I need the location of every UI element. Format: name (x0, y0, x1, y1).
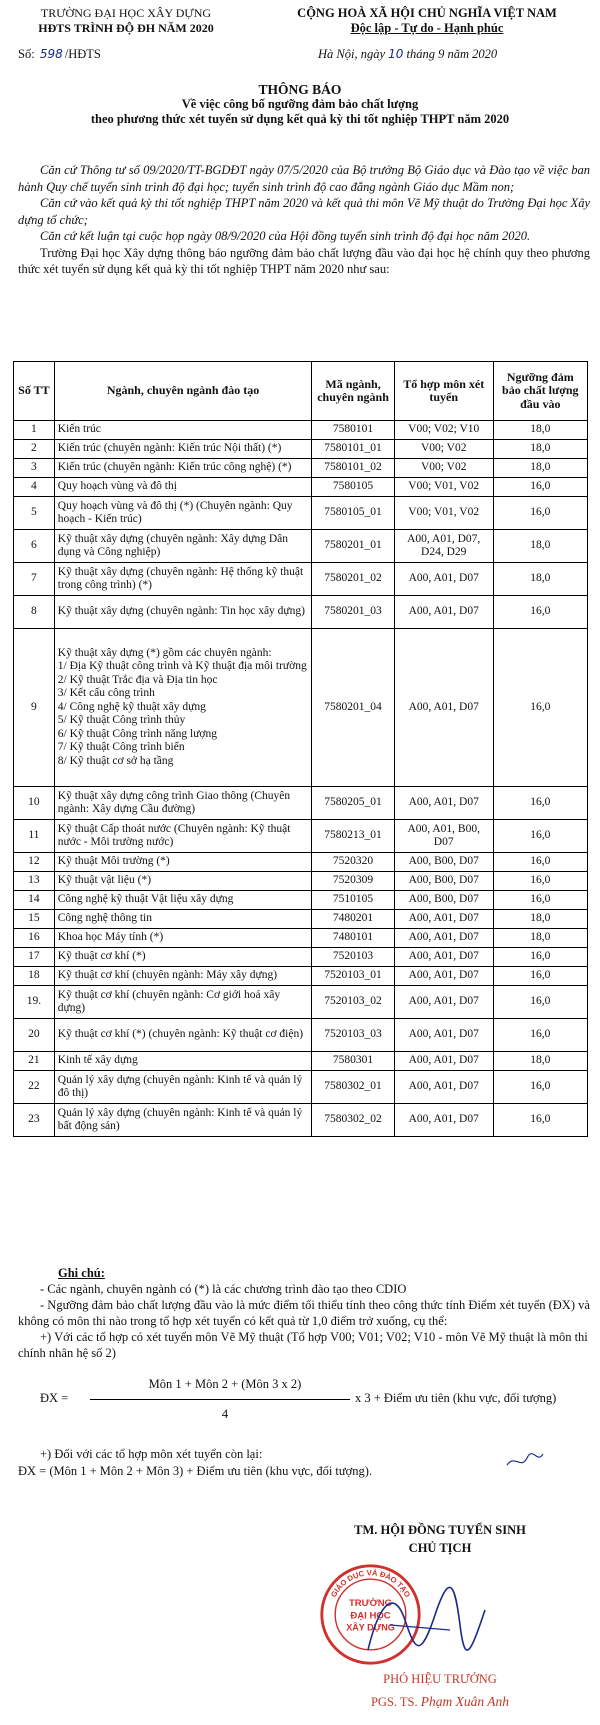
note-other-groups: +) Đối với các tổ hợp môn xét tuyển còn lại: (40, 1447, 263, 1461)
cell-threshold: 16,0 (493, 820, 587, 853)
fraction-bar (90, 1399, 350, 1400)
cell-stt: 7 (14, 563, 55, 596)
cell-code: 7580101_02 (312, 459, 395, 478)
table-row (14, 1019, 588, 1052)
cell-major: Kiến trúc (chuyên ngành: Kiến trúc công nghệ) (*) (54, 459, 311, 478)
doc-number-suffix: /HĐTS (64, 47, 101, 61)
cell-stt: 11 (14, 820, 55, 853)
cell-stt: 5 (14, 497, 55, 530)
document-title-block (0, 82, 600, 127)
cell-subject-group: A00, A01, D07 (394, 787, 493, 820)
date-suffix: tháng 9 năm 2020 (406, 47, 498, 61)
cell-threshold: 16,0 (493, 1071, 587, 1104)
svg-text:ĐẠI HỌC: ĐẠI HỌC (350, 1610, 391, 1622)
cell-subject-group: A00, A01, D07 (394, 1052, 493, 1071)
cell-major: Công nghệ kỹ thuật Vật liệu xây dựng (54, 891, 311, 910)
preamble-paragraph: Căn cứ kết luận tại cuộc họp ngày 08/9/2020 của Hội đồng tuyển sinh trình độ đại học năm 2020. (40, 229, 531, 243)
cell-threshold: 16,0 (493, 967, 587, 986)
preamble-paragraph: Căn cứ vào kết quả kỳ thi tốt nghiệp THPT năm 2020 và kết quả thi môn Vẽ Mỹ thuật do Trường Đại học Xây dựng tổ chức; (18, 196, 590, 227)
cell-threshold: 16,0 (493, 1019, 587, 1052)
handwritten-signature (360, 1580, 490, 1665)
national-header (262, 6, 592, 36)
table-row (14, 967, 588, 986)
initials-mark (505, 1450, 545, 1472)
cell-code: 7580105 (312, 478, 395, 497)
table-row (14, 910, 588, 929)
cell-major: Quản lý xây dựng (chuyên ngành: Kinh tế và quản lý đô thị) (54, 1071, 311, 1104)
cell-subject-group: A00, A01, D07 (394, 929, 493, 948)
cell-major: Kinh tế xây dựng (54, 1052, 311, 1071)
cell-code: 7580201_02 (312, 563, 395, 596)
table-row (14, 459, 588, 478)
cell-code: 7520103 (312, 948, 395, 967)
table-header-row (14, 362, 588, 421)
announcement-paragraph: Trường Đại học Xây dựng thông báo ngưỡng đảm bảo chất lượng đầu vào đại học hệ chính quy theo phương thức xét tuyển sử dụng kết quả kỳ thi tốt nghiệp THPT năm 2020 như sau: (18, 245, 590, 276)
table-row (14, 1071, 588, 1104)
note-threshold-definition: - Ngưỡng đảm bảo chất lượng đầu vào là mức điểm tối thiểu tính theo công thức tính Điểm xét tuyển (ĐX) và không có môn thi nào trong tổ hợp xét tuyển có kết quả từ 1,0 điểm trở xuống, cụ thể: (18, 1298, 590, 1328)
cell-threshold: 16,0 (493, 986, 587, 1019)
cell-threshold: 16,0 (493, 497, 587, 530)
cell-threshold: 18,0 (493, 440, 587, 459)
svg-text:TRƯỜNG: TRƯỜNG (348, 1597, 393, 1609)
cell-code: 7580201_04 (312, 629, 395, 787)
preamble-paragraph: Căn cứ Thông tư số 09/2020/TT-BGDĐT ngày 07/5/2020 của Bộ trưởng Bộ Giáo dục và Đào tạo về việc ban hành Quy chế tuyển sinh trình độ đại học; tuyển sinh trình độ cao đẳng ngành Giáo dục Mầm non; (18, 163, 590, 194)
cell-major: Quy hoạch vùng và đô thị (54, 478, 311, 497)
signer-degree: PGS. TS. (370, 1695, 418, 1709)
cell-subject-group: A00, A01, D07 (394, 1071, 493, 1104)
cell-stt: 21 (14, 1052, 55, 1071)
header-major: Ngành, chuyên ngành đào tạo (54, 362, 311, 421)
cell-major: Công nghệ thông tin (54, 910, 311, 929)
cell-subject-group: A00, A01, D07 (394, 1019, 493, 1052)
cell-code: 7580105_01 (312, 497, 395, 530)
cell-major: Kỹ thuật xây dựng (chuyên ngành: Tin học xây dựng) (54, 596, 311, 629)
cell-threshold: 18,0 (493, 563, 587, 596)
cell-stt: 6 (14, 530, 55, 563)
cell-subject-group: V00; V02 (394, 459, 493, 478)
country-motto: Độc lập - Tự do - Hạnh phúc (350, 21, 504, 35)
header-subject-group: Tổ hợp môn xét tuyển (394, 362, 493, 421)
cell-threshold: 18,0 (493, 1052, 587, 1071)
cell-stt: 12 (14, 853, 55, 872)
cell-major: Kỹ thuật xây dựng (chuyên ngành: Hệ thống kỹ thuật trong công trình) (*) (54, 563, 311, 596)
cell-threshold: 16,0 (493, 1104, 587, 1137)
cell-threshold: 16,0 (493, 596, 587, 629)
cell-major: Quản lý xây dựng (chuyên ngành: Kinh tế và quản lý bất động sản) (54, 1104, 311, 1137)
cell-stt: 13 (14, 872, 55, 891)
cell-subject-group: A00, A01, D07 (394, 967, 493, 986)
cell-code: 7480201 (312, 910, 395, 929)
signer-role: CHỦ TỊCH (408, 1541, 472, 1555)
cell-major: Kỹ thuật cơ khí (chuyên ngành: Cơ giới hoá xây dựng) (54, 986, 311, 1019)
table-row (14, 1052, 588, 1071)
cell-code: 7580205_01 (312, 787, 395, 820)
cell-subject-group: V00; V02 (394, 440, 493, 459)
cell-major: Kiến trúc (chuyên ngành: Kiến trúc Nội thất) (*) (54, 440, 311, 459)
cell-major: Quy hoạch vùng và đô thị (*) (Chuyên ngành: Quy hoạch - Kiến trúc) (54, 497, 311, 530)
cell-major: Kỹ thuật cơ khí (chuyên ngành: Máy xây dựng) (54, 967, 311, 986)
cell-major: Kỹ thuật xây dựng (*) gồm các chuyên ngành: 1/ Địa Kỹ thuật công trình và Kỹ thuật địa môi trường 2/ Kỹ thuật Trắc địa và Địa tin học 3/ Kết cấu công trình 4/ Công nghệ kỹ thuật xây dựng 5/ Kỹ thuật Công trình thủy 6/ Kỹ thuật Công trình năng lượng 7/ Kỹ thuật Công trình biển 8/ Kỹ thuật cơ sở hạ tầng (54, 629, 311, 787)
cell-threshold: 18,0 (493, 929, 587, 948)
cell-stt: 20 (14, 1019, 55, 1052)
cell-code: 7520103_02 (312, 986, 395, 1019)
table-row (14, 872, 588, 891)
cell-stt: 15 (14, 910, 55, 929)
preamble (18, 162, 590, 278)
cell-stt: 16 (14, 929, 55, 948)
cell-subject-group: A00, B00, D07 (394, 891, 493, 910)
cell-code: 7520320 (312, 853, 395, 872)
table-row (14, 929, 588, 948)
cell-stt: 8 (14, 596, 55, 629)
cell-stt: 2 (14, 440, 55, 459)
cell-subject-group: A00, A01, D07 (394, 948, 493, 967)
table-row (14, 596, 588, 629)
cell-code: 7580101_01 (312, 440, 395, 459)
cell-threshold: 16,0 (493, 891, 587, 910)
formula-denominator: 4 (221, 1407, 229, 1421)
cell-threshold: 16,0 (493, 948, 587, 967)
formula-label: ĐX = (40, 1391, 69, 1405)
cell-stt: 1 (14, 421, 55, 440)
cell-code: 7580213_01 (312, 820, 395, 853)
signature-block (290, 1521, 590, 1557)
document-title: THÔNG BÁO (258, 82, 342, 97)
cell-subject-group: V00; V01, V02 (394, 478, 493, 497)
cell-major: Khoa học Máy tính (*) (54, 929, 311, 948)
svg-text:GIÁO DỤC VÀ ĐÀO TẠO: GIÁO DỤC VÀ ĐÀO TẠO (328, 1568, 413, 1599)
table-row (14, 530, 588, 563)
cell-code: 7580302_01 (312, 1071, 395, 1104)
cell-stt: 4 (14, 478, 55, 497)
cell-subject-group: A00, B00, D07 (394, 853, 493, 872)
cell-code: 7580101 (312, 421, 395, 440)
cell-subject-group: A00, A01, B00, D07 (394, 820, 493, 853)
cell-major: Kỹ thuật xây dựng công trình Giao thông (Chuyên ngành: Xây dựng Cầu đường) (54, 787, 311, 820)
signer-council: TM. HỘI ĐỒNG TUYỂN SINH (354, 1523, 526, 1537)
header-stt: Số TT (14, 362, 55, 421)
cell-major: Kỹ thuật vật liệu (*) (54, 872, 311, 891)
cell-subject-group: V00; V02; V10 (394, 421, 493, 440)
cell-major: Kỹ thuật cơ khí (*) (54, 948, 311, 967)
doc-number-prefix: Số: (18, 47, 35, 61)
table-row (14, 563, 588, 596)
cell-subject-group: A00, A01, D07 (394, 910, 493, 929)
cell-major: Kiến trúc (54, 421, 311, 440)
cell-subject-group: A00, A01, D07, D24, D29 (394, 530, 493, 563)
header-code: Mã ngành, chuyên ngành (312, 362, 395, 421)
document-subtitle-1: Về việc công bố ngưỡng đảm bảo chất lượng (181, 97, 419, 111)
cell-subject-group: V00; V01, V02 (394, 497, 493, 530)
cell-major: Kỹ thuật xây dựng (chuyên ngành: Xây dựng Dân dụng và Công nghiệp) (54, 530, 311, 563)
table-row (14, 440, 588, 459)
signer-name (330, 1694, 550, 1710)
cell-code: 7520103_01 (312, 967, 395, 986)
table-row (14, 853, 588, 872)
document-number (18, 47, 101, 62)
cell-code: 7520103_03 (312, 1019, 395, 1052)
document-subtitle-2: theo phương thức xét tuyển sử dụng kết quả kỳ thi tốt nghiệp THPT năm 2020 (90, 112, 510, 126)
note-art-subjects: +) Với các tổ hợp có xét tuyển môn Vẽ Mỹ thuật (Tổ hợp V00; V01; V02; V10 - môn Vẽ Mỹ thuật là môn thi chính nhân hệ số 2) (18, 1330, 588, 1360)
cell-code: 7580302_02 (312, 1104, 395, 1137)
issuer-council: HĐTS TRÌNH ĐỘ ĐH NĂM 2020 (38, 21, 214, 35)
cell-threshold: 16,0 (493, 872, 587, 891)
notes-section (18, 1265, 590, 1361)
cell-threshold: 18,0 (493, 459, 587, 478)
table-row (14, 478, 588, 497)
table-row (14, 497, 588, 530)
issuer-name: TRƯỜNG ĐẠI HỌC XÂY DỰNG (40, 6, 212, 20)
date-prefix: Hà Nội, ngày (318, 47, 386, 61)
cell-code: 7580301 (312, 1052, 395, 1071)
cell-threshold: 18,0 (493, 910, 587, 929)
cell-code: 7480101 (312, 929, 395, 948)
table-row (14, 1104, 588, 1137)
cell-code: 7520309 (312, 872, 395, 891)
cell-stt: 22 (14, 1071, 55, 1104)
table-row (14, 629, 588, 787)
cell-major: Kỹ thuật Cấp thoát nước (Chuyên ngành: Kỹ thuật nước - Môi trường nước) (54, 820, 311, 853)
cell-code: 7580201_03 (312, 596, 395, 629)
cell-threshold: 18,0 (493, 421, 587, 440)
note-cdio: - Các ngành, chuyên ngành có (*) là các chương trình đào tạo theo CDIO (40, 1282, 407, 1296)
country-name: CỘNG HOÀ XÃ HỘI CHỦ NGHĨA VIỆT NAM (297, 6, 557, 20)
cell-stt: 19. (14, 986, 55, 1019)
svg-text:XÂY DỰNG: XÂY DỰNG (346, 1622, 395, 1633)
table-row (14, 820, 588, 853)
table-row (14, 787, 588, 820)
table-row (14, 986, 588, 1019)
cell-subject-group: A00, A01, D07 (394, 1104, 493, 1137)
cell-threshold: 16,0 (493, 478, 587, 497)
table-row (14, 948, 588, 967)
formula-tail: x 3 + Điểm ưu tiên (khu vực, đối tượng) (355, 1391, 557, 1405)
issuer-block (6, 6, 246, 36)
cell-stt: 10 (14, 787, 55, 820)
signer-title: PHÓ HIỆU TRƯỞNG (383, 1672, 497, 1686)
cell-threshold: 18,0 (493, 530, 587, 563)
header-threshold: Ngưỡng đảm bảo chất lượng đầu vào (493, 362, 587, 421)
signer-full-name: Phạm Xuân Anh (420, 1694, 510, 1709)
cell-subject-group: A00, A01, D07 (394, 986, 493, 1019)
notes-heading: Ghi chú: (58, 1266, 105, 1280)
cell-stt: 3 (14, 459, 55, 478)
cell-subject-group: A00, B00, D07 (394, 872, 493, 891)
cell-stt: 18 (14, 967, 55, 986)
document-date (318, 47, 497, 62)
cell-threshold: 16,0 (493, 629, 587, 787)
cell-subject-group: A00, A01, D07 (394, 629, 493, 787)
date-day: 10 (388, 47, 404, 61)
cell-major: Kỹ thuật cơ khí (*) (chuyên ngành: Kỹ thuật cơ điện) (54, 1019, 311, 1052)
cell-code: 7510105 (312, 891, 395, 910)
formula-other: ĐX = (Môn 1 + Môn 2 + Môn 3) + Điểm ưu tiên (khu vực, đối tượng). (18, 1464, 373, 1478)
table-row (14, 421, 588, 440)
threshold-table (13, 361, 588, 1137)
cell-code: 7580201_01 (312, 530, 395, 563)
formula-numerator: Môn 1 + Môn 2 + (Môn 3 x 2) (148, 1377, 302, 1391)
table-row (14, 891, 588, 910)
cell-stt: 14 (14, 891, 55, 910)
cell-threshold: 16,0 (493, 787, 587, 820)
cell-stt: 23 (14, 1104, 55, 1137)
doc-number-value: 598 (39, 47, 63, 61)
cell-stt: 17 (14, 948, 55, 967)
cell-threshold: 16,0 (493, 853, 587, 872)
cell-subject-group: A00, A01, D07 (394, 596, 493, 629)
cell-stt: 9 (14, 629, 55, 787)
cell-subject-group: A00, A01, D07 (394, 563, 493, 596)
cell-major: Kỹ thuật Môi trường (*) (54, 853, 311, 872)
